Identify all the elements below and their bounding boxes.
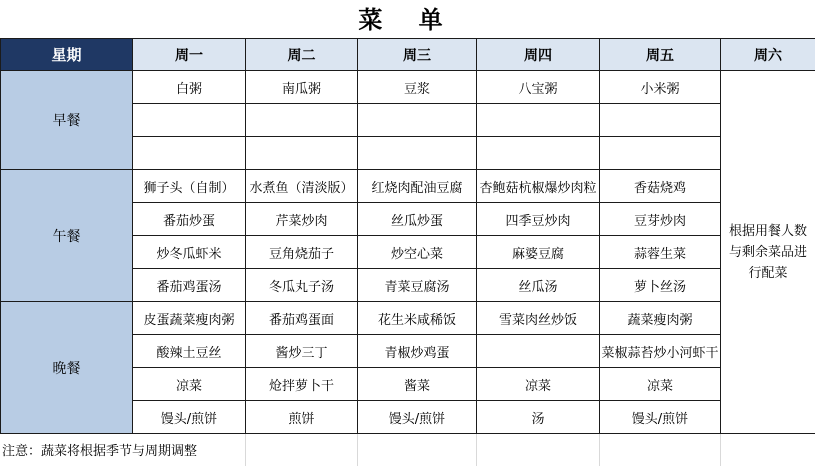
- dish-cell: 水煮鱼（清淡版）: [246, 170, 358, 203]
- dish-cell: 八宝粥: [477, 71, 600, 104]
- dish-cell: 馒头/煎饼: [600, 401, 721, 434]
- sheet-gridline: [357, 434, 358, 466]
- dish-cell: 蔬菜瘦肉粥: [600, 302, 721, 335]
- dish-cell: [133, 104, 246, 137]
- dish-cell: 狮子头（自制）: [133, 170, 246, 203]
- dish-cell: 白粥: [133, 71, 246, 104]
- header-row: [1, 39, 815, 71]
- dish-cell: [477, 137, 600, 170]
- dish-cell: 皮蛋蔬菜瘦肉粥: [133, 302, 246, 335]
- weekday-header: 星期: [1, 39, 133, 71]
- dish-cell: 番茄鸡蛋面: [246, 302, 358, 335]
- menu-table: [0, 38, 815, 434]
- sheet-gridline: [599, 434, 600, 466]
- dish-cell: [246, 137, 358, 170]
- day-header-wed: 周三: [358, 39, 477, 71]
- dish-cell: 炒冬瓜虾米: [133, 236, 246, 269]
- page-title: 菜 单: [358, 5, 457, 34]
- dish-cell: 炒空心菜: [358, 236, 477, 269]
- dish-cell: 四季豆炒肉: [477, 203, 600, 236]
- dish-cell: 馒头/煎饼: [133, 401, 246, 434]
- dish-cell: 煎饼: [246, 401, 358, 434]
- day-header-sat: 周六: [721, 39, 815, 71]
- table-row: [1, 71, 815, 104]
- dish-cell: 酸辣土豆丝: [133, 335, 246, 368]
- dish-cell: 丝瓜汤: [477, 269, 600, 302]
- dish-cell: 小米粥: [600, 71, 721, 104]
- dish-cell: 红烧肉配油豆腐: [358, 170, 477, 203]
- dish-cell: 豆芽炒肉: [600, 203, 721, 236]
- dish-cell: 豆角烧茄子: [246, 236, 358, 269]
- dish-cell: 芹菜炒肉: [246, 203, 358, 236]
- dish-cell: 杏鲍菇杭椒爆炒肉粒: [477, 170, 600, 203]
- dish-cell: [246, 104, 358, 137]
- table-row: [1, 170, 815, 203]
- saturday-note: 根据用餐人数与剩余菜品进行配菜: [721, 71, 815, 434]
- dish-cell: 番茄炒蛋: [133, 203, 246, 236]
- dish-cell: 酱菜: [358, 368, 477, 401]
- dish-cell: 番茄鸡蛋汤: [133, 269, 246, 302]
- dish-cell: 蒜蓉生菜: [600, 236, 721, 269]
- dish-cell: [358, 137, 477, 170]
- dish-cell: 豆浆: [358, 71, 477, 104]
- dish-cell: [600, 137, 721, 170]
- dish-cell: 花生米咸稀饭: [358, 302, 477, 335]
- dish-cell: [133, 137, 246, 170]
- day-header-fri: 周五: [600, 39, 721, 71]
- dish-cell: 冬瓜丸子汤: [246, 269, 358, 302]
- day-header-tue: 周二: [246, 39, 358, 71]
- dish-cell: 凉菜: [133, 368, 246, 401]
- dish-cell: 凉菜: [600, 368, 721, 401]
- menu-body: [1, 71, 815, 434]
- dish-cell: 香菇烧鸡: [600, 170, 721, 203]
- dish-cell: 凉菜: [477, 368, 600, 401]
- dish-cell: [600, 104, 721, 137]
- dish-cell: 萝卜丝汤: [600, 269, 721, 302]
- dish-cell: 麻婆豆腐: [477, 236, 600, 269]
- meal-label: 午餐: [1, 170, 133, 302]
- dish-cell: 酱炒三丁: [246, 335, 358, 368]
- footer-note: 注意：蔬菜将根据季节与周期调整: [2, 444, 198, 459]
- dish-cell: 汤: [477, 401, 600, 434]
- dish-cell: 炝拌萝卜干: [246, 368, 358, 401]
- dish-cell: [477, 104, 600, 137]
- dish-cell: 青菜豆腐汤: [358, 269, 477, 302]
- day-header-mon: 周一: [133, 39, 246, 71]
- meal-label: 早餐: [1, 71, 133, 170]
- meal-label: 晚餐: [1, 302, 133, 434]
- sheet-gridline: [245, 434, 246, 466]
- dish-cell: 菜椒蒜苔炒小河虾干: [600, 335, 721, 368]
- dish-cell: 青椒炒鸡蛋: [358, 335, 477, 368]
- dish-cell: 丝瓜炒蛋: [358, 203, 477, 236]
- dish-cell: [477, 335, 600, 368]
- table-row: [1, 302, 815, 335]
- dish-cell: 南瓜粥: [246, 71, 358, 104]
- dish-cell: 馒头/煎饼: [358, 401, 477, 434]
- sheet-gridline: [720, 434, 721, 466]
- dish-cell: [358, 104, 477, 137]
- day-header-thu: 周四: [477, 39, 600, 71]
- sheet-gridline: [476, 434, 477, 466]
- dish-cell: 雪菜肉丝炒饭: [477, 302, 600, 335]
